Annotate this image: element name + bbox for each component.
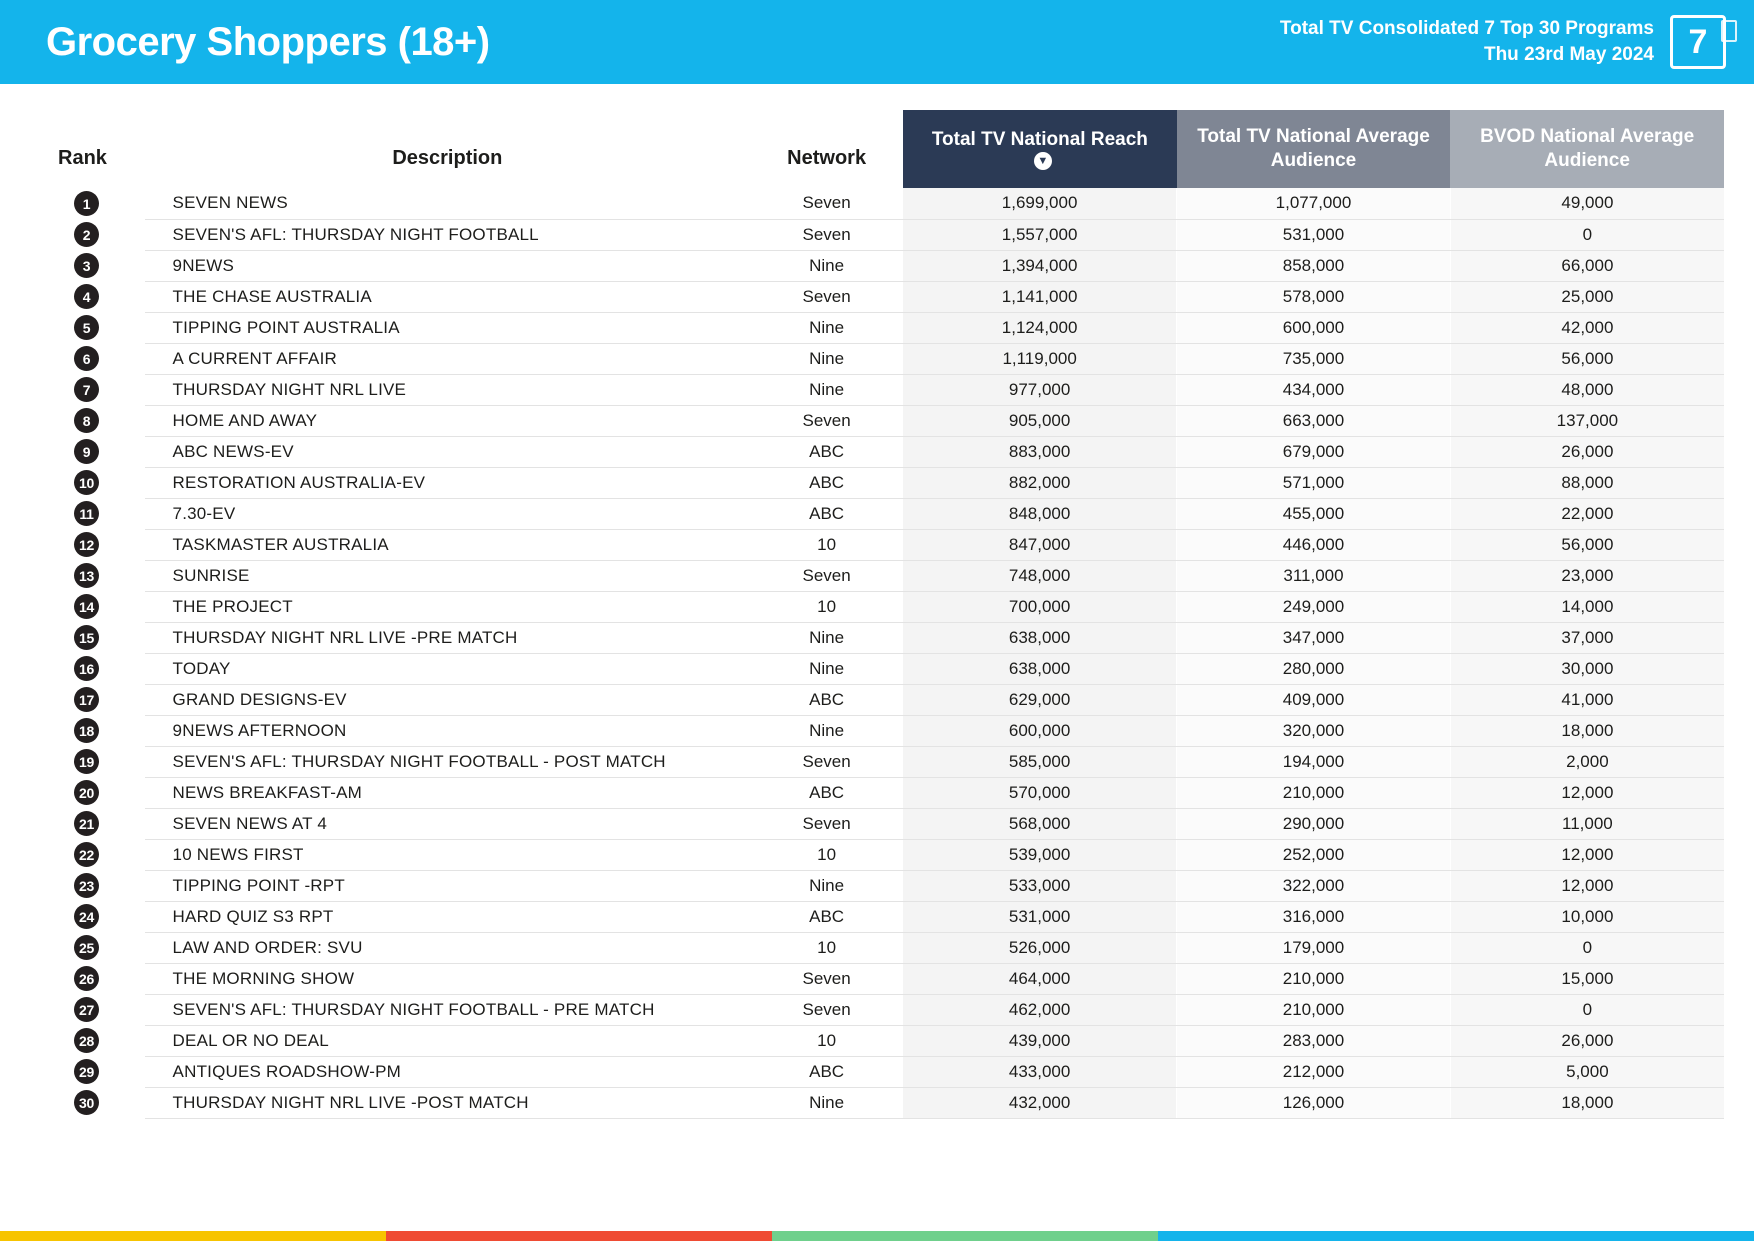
cell-total-tv-national-average-audience: 858,000 [1177,250,1451,281]
cell-total-tv-national-average-audience: 600,000 [1177,312,1451,343]
col-header-description: Description [392,147,503,169]
cell-description: RESTORATION AUSTRALIA-EV [145,467,751,498]
table-body [52,188,1724,1118]
footer-segment-yellow [0,1231,386,1241]
cell-description: TASKMASTER AUSTRALIA [145,529,751,560]
table-row [52,715,1724,746]
cell-bvod-national-average-audience: 66,000 [1450,250,1724,281]
cell-total-tv-national-average-audience: 280,000 [1177,653,1451,684]
cell-network: Seven [750,188,903,219]
col-header-bvod[interactable] [1450,110,1724,188]
seven-logo [1670,15,1726,69]
cell-total-tv-national-average-audience: 571,000 [1177,467,1451,498]
table-row [52,529,1724,560]
cell-total-tv-national-reach: 539,000 [903,839,1177,870]
cell-total-tv-national-average-audience: 663,000 [1177,405,1451,436]
cell-bvod-national-average-audience: 0 [1450,932,1724,963]
rank-badge: 25 [74,935,99,960]
cell-total-tv-national-reach: 533,000 [903,870,1177,901]
cell-rank [52,808,145,839]
table-row [52,808,1724,839]
cell-total-tv-national-reach: 464,000 [903,963,1177,994]
cell-description: THE CHASE AUSTRALIA [145,281,751,312]
cell-network: ABC [750,1056,903,1087]
cell-rank [52,1056,145,1087]
cell-total-tv-national-average-audience: 210,000 [1177,777,1451,808]
footer-color-bar [0,1231,1754,1241]
cell-bvod-national-average-audience: 30,000 [1450,653,1724,684]
cell-rank [52,994,145,1025]
col-header-network: Network [787,147,867,169]
cell-description: LAW AND ORDER: SVU [145,932,751,963]
cell-description: SEVEN NEWS AT 4 [145,808,751,839]
cell-total-tv-national-average-audience: 212,000 [1177,1056,1451,1087]
col-header-rank: Rank [58,147,107,169]
cell-bvod-national-average-audience: 0 [1450,994,1724,1025]
rank-badge: 9 [74,439,99,464]
cell-total-tv-national-average-audience: 1,077,000 [1177,188,1451,219]
cell-network: Seven [750,808,903,839]
cell-rank [52,405,145,436]
col-header-reach-label: Total TV National Reach [931,129,1148,151]
cell-total-tv-national-reach: 568,000 [903,808,1177,839]
cell-description: THE PROJECT [145,591,751,622]
table-row [52,901,1724,932]
rank-badge: 20 [74,780,99,805]
sort-descending-icon[interactable]: ▼ [1034,152,1052,170]
cell-bvod-national-average-audience: 2,000 [1450,746,1724,777]
cell-rank [52,963,145,994]
col-header-reach[interactable] [903,110,1177,188]
cell-network: 10 [750,932,903,963]
cell-rank [52,777,145,808]
cell-description: THURSDAY NIGHT NRL LIVE [145,374,751,405]
cell-total-tv-national-average-audience: 252,000 [1177,839,1451,870]
cell-total-tv-national-reach: 638,000 [903,622,1177,653]
cell-rank [52,312,145,343]
cell-description: SEVEN'S AFL: THURSDAY NIGHT FOOTBALL - POST MATCH [145,746,751,777]
rank-badge: 6 [74,346,99,371]
cell-network: Nine [750,715,903,746]
rank-badge: 7 [74,377,99,402]
logo-number: 7 [1688,22,1708,61]
rank-badge: 24 [74,904,99,929]
cell-total-tv-national-reach: 585,000 [903,746,1177,777]
cell-total-tv-national-reach: 848,000 [903,498,1177,529]
cell-description: 9NEWS AFTERNOON [145,715,751,746]
cell-total-tv-national-average-audience: 578,000 [1177,281,1451,312]
table-row [52,839,1724,870]
cell-description: A CURRENT AFFAIR [145,343,751,374]
report-date: Thu 23rd May 2024 [1483,44,1654,65]
cell-total-tv-national-average-audience: 322,000 [1177,870,1451,901]
cell-network: Nine [750,1087,903,1118]
cell-total-tv-national-reach: 462,000 [903,994,1177,1025]
cell-total-tv-national-average-audience: 446,000 [1177,529,1451,560]
cell-description: TIPPING POINT -RPT [145,870,751,901]
cell-description: 10 NEWS FIRST [145,839,751,870]
table-row [52,219,1724,250]
cell-total-tv-national-average-audience: 311,000 [1177,560,1451,591]
cell-total-tv-national-reach: 1,124,000 [903,312,1177,343]
cell-network: Nine [750,343,903,374]
table-row [52,777,1724,808]
cell-bvod-national-average-audience: 88,000 [1450,467,1724,498]
cell-bvod-national-average-audience: 26,000 [1450,436,1724,467]
cell-network: Seven [750,746,903,777]
cell-rank [52,684,145,715]
rank-badge: 13 [74,563,99,588]
cell-rank [52,1025,145,1056]
cell-total-tv-national-average-audience: 679,000 [1177,436,1451,467]
table-row [52,281,1724,312]
cell-total-tv-national-reach: 700,000 [903,591,1177,622]
cell-total-tv-national-average-audience: 531,000 [1177,219,1451,250]
cell-total-tv-national-reach: 432,000 [903,1087,1177,1118]
cell-description: SEVEN'S AFL: THURSDAY NIGHT FOOTBALL - PRE MATCH [145,994,751,1025]
rank-badge: 15 [74,625,99,650]
cell-rank [52,715,145,746]
cell-bvod-national-average-audience: 42,000 [1450,312,1724,343]
cell-bvod-national-average-audience: 0 [1450,219,1724,250]
rank-badge: 30 [74,1090,99,1115]
cell-description: 7.30-EV [145,498,751,529]
cell-total-tv-national-average-audience: 290,000 [1177,808,1451,839]
cell-description: DEAL OR NO DEAL [145,1025,751,1056]
rank-badge: 12 [74,532,99,557]
cell-description: GRAND DESIGNS-EV [145,684,751,715]
table-row [52,498,1724,529]
table-row [52,405,1724,436]
rank-badge: 18 [74,718,99,743]
cell-description: TODAY [145,653,751,684]
cell-description: NEWS BREAKFAST-AM [145,777,751,808]
cell-total-tv-national-reach: 600,000 [903,715,1177,746]
cell-bvod-national-average-audience: 18,000 [1450,715,1724,746]
table-row [52,622,1724,653]
cell-description: HARD QUIZ S3 RPT [145,901,751,932]
table-head [52,110,1724,188]
cell-network: Nine [750,622,903,653]
rank-badge: 2 [74,222,99,247]
cell-total-tv-national-reach: 905,000 [903,405,1177,436]
cell-network: Seven [750,560,903,591]
cell-network: Nine [750,374,903,405]
cell-total-tv-national-average-audience: 126,000 [1177,1087,1451,1118]
table-container [0,84,1754,1119]
table-row [52,1025,1724,1056]
page-title: Grocery Shoppers (18+) [46,20,490,64]
table-row [52,684,1724,715]
footer-segment-red [386,1231,772,1241]
rank-badge: 17 [74,687,99,712]
cell-rank [52,591,145,622]
table-row [52,591,1724,622]
cell-network: Seven [750,994,903,1025]
rank-badge: 1 [74,191,99,216]
programs-table [52,110,1724,1119]
rank-badge: 23 [74,873,99,898]
rank-badge: 19 [74,749,99,774]
header-right-group [1280,15,1726,69]
cell-total-tv-national-average-audience: 316,000 [1177,901,1451,932]
rank-badge: 8 [74,408,99,433]
cell-total-tv-national-reach: 1,141,000 [903,281,1177,312]
cell-bvod-national-average-audience: 11,000 [1450,808,1724,839]
cell-bvod-national-average-audience: 49,000 [1450,188,1724,219]
table-row [52,963,1724,994]
cell-rank [52,932,145,963]
cell-total-tv-national-reach: 570,000 [903,777,1177,808]
cell-total-tv-national-average-audience: 249,000 [1177,591,1451,622]
table-row [52,1056,1724,1087]
cell-bvod-national-average-audience: 22,000 [1450,498,1724,529]
col-header-bvod-label: BVOD National Average Audience [1480,126,1695,171]
cell-bvod-national-average-audience: 137,000 [1450,405,1724,436]
rank-badge: 26 [74,966,99,991]
col-header-avg-audience-label: Total TV National Average Audience [1197,126,1430,171]
cell-network: Nine [750,312,903,343]
cell-rank [52,219,145,250]
cell-network: ABC [750,467,903,498]
table-row [52,560,1724,591]
table-row [52,932,1724,963]
table-row [52,1087,1724,1118]
cell-bvod-national-average-audience: 56,000 [1450,343,1724,374]
cell-rank [52,374,145,405]
cell-bvod-national-average-audience: 48,000 [1450,374,1724,405]
table-row [52,374,1724,405]
cell-rank [52,839,145,870]
cell-rank [52,653,145,684]
cell-bvod-national-average-audience: 26,000 [1450,1025,1724,1056]
cell-total-tv-national-average-audience: 179,000 [1177,932,1451,963]
cell-total-tv-national-reach: 433,000 [903,1056,1177,1087]
cell-network: Seven [750,219,903,250]
rank-badge: 21 [74,811,99,836]
cell-rank [52,467,145,498]
cell-bvod-national-average-audience: 18,000 [1450,1087,1724,1118]
cell-rank [52,281,145,312]
cell-rank [52,343,145,374]
cell-bvod-national-average-audience: 10,000 [1450,901,1724,932]
cell-rank [52,188,145,219]
cell-bvod-national-average-audience: 15,000 [1450,963,1724,994]
rank-badge: 27 [74,997,99,1022]
table-row [52,188,1724,219]
table-row [52,343,1724,374]
cell-description: SUNRISE [145,560,751,591]
rank-badge: 10 [74,470,99,495]
cell-bvod-national-average-audience: 5,000 [1450,1056,1724,1087]
table-row [52,870,1724,901]
cell-bvod-national-average-audience: 12,000 [1450,839,1724,870]
cell-total-tv-national-reach: 531,000 [903,901,1177,932]
cell-total-tv-national-reach: 847,000 [903,529,1177,560]
cell-total-tv-national-average-audience: 210,000 [1177,963,1451,994]
cell-network: ABC [750,684,903,715]
cell-description: SEVEN'S AFL: THURSDAY NIGHT FOOTBALL [145,219,751,250]
cell-bvod-national-average-audience: 56,000 [1450,529,1724,560]
cell-total-tv-national-reach: 1,699,000 [903,188,1177,219]
cell-bvod-national-average-audience: 14,000 [1450,591,1724,622]
cell-network: 10 [750,839,903,870]
cell-network: ABC [750,436,903,467]
cell-network: Seven [750,963,903,994]
cell-network: ABC [750,777,903,808]
logo-mark-icon [1721,20,1737,42]
cell-bvod-national-average-audience: 12,000 [1450,777,1724,808]
cell-total-tv-national-reach: 1,557,000 [903,219,1177,250]
rank-badge: 28 [74,1028,99,1053]
cell-network: ABC [750,498,903,529]
rank-badge: 3 [74,253,99,278]
cell-rank [52,250,145,281]
cell-bvod-national-average-audience: 23,000 [1450,560,1724,591]
cell-total-tv-national-reach: 1,119,000 [903,343,1177,374]
cell-description: ANTIQUES ROADSHOW-PM [145,1056,751,1087]
footer-segment-green [772,1231,1158,1241]
cell-description: THURSDAY NIGHT NRL LIVE -PRE MATCH [145,622,751,653]
cell-bvod-national-average-audience: 25,000 [1450,281,1724,312]
cell-total-tv-national-reach: 439,000 [903,1025,1177,1056]
rank-badge: 29 [74,1059,99,1084]
cell-description: SEVEN NEWS [145,188,751,219]
table-row [52,994,1724,1025]
table-row [52,746,1724,777]
cell-network: Nine [750,653,903,684]
cell-bvod-national-average-audience: 12,000 [1450,870,1724,901]
table-row [52,312,1724,343]
cell-total-tv-national-reach: 1,394,000 [903,250,1177,281]
col-header-avg-audience[interactable] [1177,110,1451,188]
cell-description: THURSDAY NIGHT NRL LIVE -POST MATCH [145,1087,751,1118]
cell-total-tv-national-average-audience: 320,000 [1177,715,1451,746]
cell-network: 10 [750,529,903,560]
cell-network: 10 [750,591,903,622]
cell-description: HOME AND AWAY [145,405,751,436]
cell-network: ABC [750,901,903,932]
cell-bvod-national-average-audience: 41,000 [1450,684,1724,715]
cell-rank [52,498,145,529]
cell-total-tv-national-average-audience: 735,000 [1177,343,1451,374]
cell-total-tv-national-reach: 748,000 [903,560,1177,591]
cell-network: Nine [750,250,903,281]
report-scope: Total TV Consolidated 7 Top 30 Programs [1279,18,1654,40]
cell-total-tv-national-reach: 526,000 [903,932,1177,963]
rank-badge: 5 [74,315,99,340]
rank-badge: 22 [74,842,99,867]
cell-rank [52,436,145,467]
cell-network: Nine [750,870,903,901]
cell-total-tv-national-average-audience: 283,000 [1177,1025,1451,1056]
table-row [52,653,1724,684]
cell-total-tv-national-reach: 882,000 [903,467,1177,498]
rank-badge: 14 [74,594,99,619]
cell-description: TIPPING POINT AUSTRALIA [145,312,751,343]
cell-rank [52,1087,145,1118]
cell-total-tv-national-average-audience: 347,000 [1177,622,1451,653]
footer-segment-blue [1158,1231,1754,1241]
cell-total-tv-national-average-audience: 409,000 [1177,684,1451,715]
cell-total-tv-national-reach: 977,000 [903,374,1177,405]
cell-network: 10 [750,1025,903,1056]
cell-network: Seven [750,281,903,312]
rank-badge: 16 [74,656,99,681]
header-meta [1280,16,1654,67]
cell-total-tv-national-average-audience: 210,000 [1177,994,1451,1025]
table-row [52,467,1724,498]
table-row [52,250,1724,281]
cell-total-tv-national-reach: 883,000 [903,436,1177,467]
cell-rank [52,746,145,777]
cell-description: 9NEWS [145,250,751,281]
cell-rank [52,870,145,901]
rank-badge: 4 [74,284,99,309]
rank-badge: 11 [74,501,99,526]
cell-rank [52,560,145,591]
cell-description: THE MORNING SHOW [145,963,751,994]
cell-description: ABC NEWS-EV [145,436,751,467]
cell-rank [52,529,145,560]
table-row [52,436,1724,467]
cell-rank [52,901,145,932]
cell-total-tv-national-average-audience: 194,000 [1177,746,1451,777]
page-header [0,0,1754,84]
cell-bvod-national-average-audience: 37,000 [1450,622,1724,653]
cell-total-tv-national-reach: 629,000 [903,684,1177,715]
cell-total-tv-national-reach: 638,000 [903,653,1177,684]
cell-total-tv-national-average-audience: 434,000 [1177,374,1451,405]
cell-rank [52,622,145,653]
cell-total-tv-national-average-audience: 455,000 [1177,498,1451,529]
cell-network: Seven [750,405,903,436]
